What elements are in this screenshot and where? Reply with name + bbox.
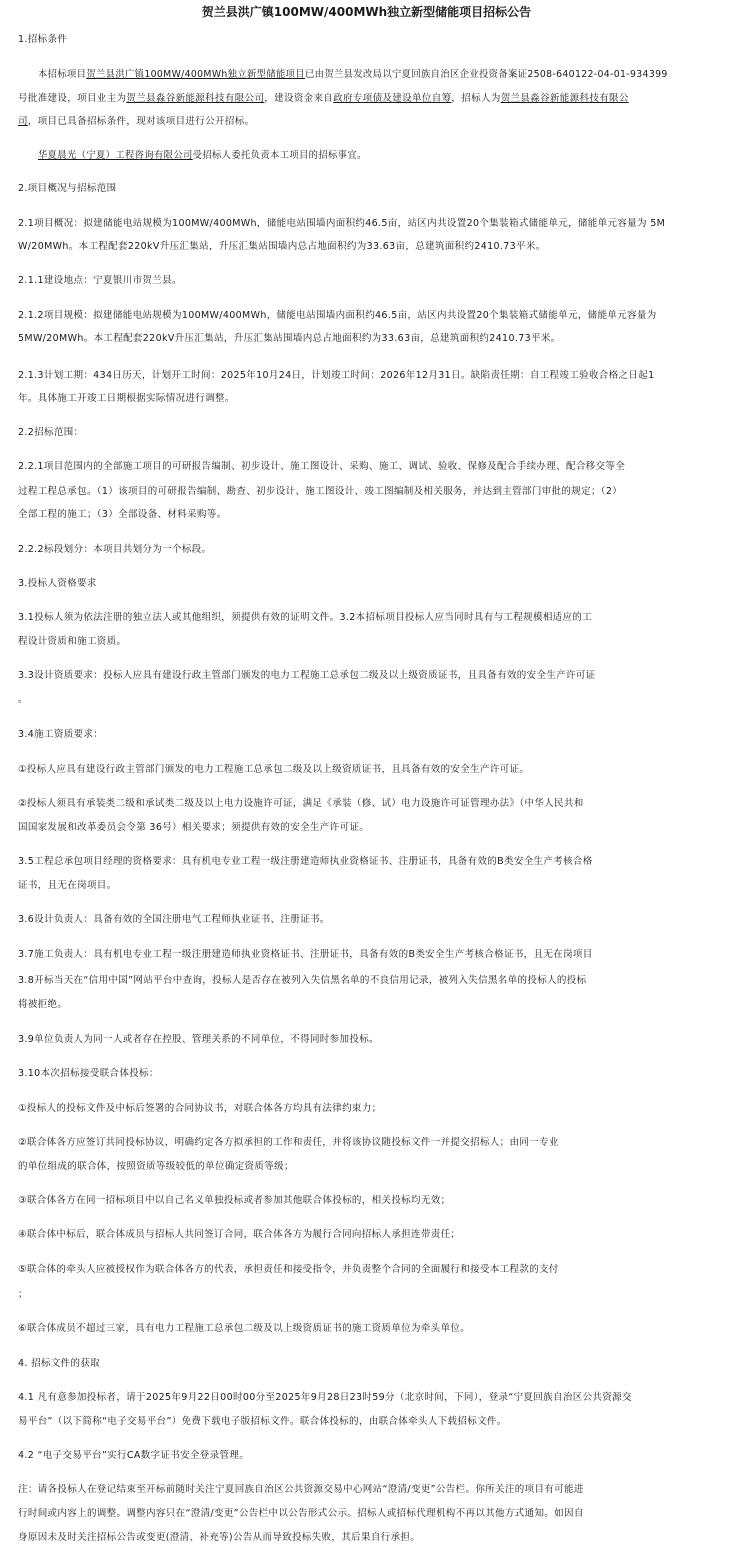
section-2-heading: 2.项目概况与招标范围 [18, 183, 117, 194]
list-item: ①投标人应具有建设行政主管部门颁发的电力工程施工总承包二级及以上级资质证书，且具备有效的安全生产许可证。 [18, 764, 530, 775]
text: ，项目已具备招标条件，现对该项目进行公开招标。 [27, 116, 255, 127]
paragraph-line: 2.1.3计划工期：434日历天，计划开工时间：2025年10月24日，计划竣工时间：2026年12月31日。缺陷责任期：自工程竣工验收合格之日起1 [18, 370, 655, 381]
list-item: ②联合体各方应签订共同投标协议，明确约定各方拟承担的工作和责任，并将该协议随投标文件一并提交招标人；由同一专业 [18, 1137, 559, 1148]
paragraph-line: 过程工程总承包。（1）该项目的可研报告编制、勘查、初步设计、施工图设计、竣工图编制及相关服务，并达到主管部门审批的规定；（2） [18, 486, 623, 497]
list-item: ③联合体各方在同一招标项目中以自己名义单独投标或者参加其他联合体投标的，相关投标均无效； [18, 1195, 451, 1206]
paragraph-line: 程设计资质和施工资质。 [18, 636, 127, 647]
paragraph-line: 。 [18, 694, 28, 705]
project-name: 贺兰县洪广镇100MW/400MWh独立新型储能项目 [86, 69, 305, 80]
paragraph-line: 3.8开标当天在“信用中国”网站平台中查询，投标人是否存在被列入失信黑名单的不良信用记录，被列入失信黑名单的投标人的投标 [18, 975, 587, 986]
note-line: 行时间或内容上的调整。调整内容只在“澄清/变更”公告栏中以公告形式公示。招标人或招标代理机构不再以其他方式通知。如因自 [18, 1508, 584, 1519]
paragraph-line: 全部工程的施工；（3）全部设备、材料采购等。 [18, 509, 227, 520]
section-4-heading: 4. 招标文件的获取 [18, 1358, 101, 1369]
text: ，建设资金来自 [264, 93, 334, 104]
list-item: ⑥联合体成员不超过三家，具有电力工程施工总承包二级及以上级资质证书的施工资质单位为牵头单位。 [18, 1323, 471, 1334]
note-line: 注：请各投标人在登记结束至开标前随时关注宁夏回族自治区公共资源交易中心网站“澄清/变更”公告栏。你所关注的项目有可能进 [18, 1484, 584, 1495]
text: 号批准建设，项目业主为 [18, 93, 127, 104]
paragraph-line [38, 69, 725, 81]
list-item: 的单位组成的联合体，按照资质等级较低的单位确定资质等级； [18, 1161, 294, 1172]
list-item: ④联合体中标后，联合体成员与招标人共同签订合同，联合体各方为履行合同向招标人承担连带责任； [18, 1229, 461, 1240]
paragraph-line: 3.4施工资质要求： [18, 729, 104, 740]
paragraph-line: 年。具体施工开竣工日期根据实际情况进行调整。 [18, 393, 235, 404]
paragraph-line: 4.1 凡有意参加投标者，请于2025年9月22日00时00分至2025年9月28日23时59分（北京时间，下同），登录“宁夏回族自治区公共资源交 [18, 1392, 632, 1403]
paragraph-line: 3.9单位负责人为同一人或者存在控股、管理关系的不同单位，不得同时参加投标。 [18, 1034, 379, 1045]
tenderer-name-end: 司 [18, 116, 28, 127]
paragraph-line: 3.1投标人须为依法注册的独立法人或其他组织，须提供有效的证明文件。3.2本招标项目投标人应当同时具有与工程规模相适应的工 [18, 612, 593, 623]
paragraph-line: 5MW/20MWh。本工程配套220kV升压汇集站，升压汇集站围墙内总占地面积约为33.63亩，总建筑面积约2410.73平米。 [18, 333, 561, 344]
text: 已由贺兰县发改局以宁夏回族自治区企业投资备案证2508-640122-04-01-934399 [304, 69, 668, 80]
paragraph-line: 3.7施工负责人：具有机电专业工程一级注册建造师执业资格证书、注册证书，具备有效的B类安全生产考核合格证书，且无在岗项目 [18, 949, 593, 960]
section-3-heading: 3.投标人资格要求 [18, 578, 97, 589]
text: ，招标人为 [451, 93, 501, 104]
list-item: 国国家发展和改革委员会令第 36号）相关要求；须提供有效的安全生产许可证。 [18, 822, 370, 833]
funding-source: 政府专项债及建设单位自筹 [333, 93, 452, 104]
paragraph-line: 4.2 “电子交易平台”实行CA数字证书安全登录管理。 [18, 1450, 250, 1461]
project-owner: 贺兰县淼谷新能源科技有限公司 [126, 93, 265, 104]
list-item: ①投标人的投标文件及中标后签署的合同协议书，对联合体各方均具有法律约束力； [18, 1103, 382, 1114]
paragraph-line: 2.2.1项目范围内的全部施工项目的可研报告编制、初步设计、施工图设计、采购、施工、调试、验收、保修及配合手续办理、配合移交等全 [18, 461, 626, 472]
paragraph-line [18, 93, 718, 105]
document-title: 贺兰县洪广镇100MW/400MWh独立新型储能项目招标公告 [201, 5, 532, 19]
paragraph-line: 3.6设计负责人：具备有效的全国注册电气工程师执业证书、注册证书。 [18, 914, 330, 925]
paragraph-line: 易平台”（以下简称“电子交易平台”）免费下载电子版招标文件。联合体投标的，由联合体牵头人下载招标文件。 [18, 1416, 507, 1427]
paragraph-line: 3.5工程总承包项目经理的资格要求：具有机电专业工程一级注册建造师执业资格证书、注册证书，具备有效的B类安全生产考核合格 [18, 856, 593, 867]
paragraph-line: 2.2.2标段划分：本项目共划分为一个标段。 [18, 544, 212, 555]
section-1-heading: 1.招标条件 [18, 34, 68, 45]
tenderer-name: 贺兰县淼谷新能源科技有限公 [500, 93, 629, 104]
note-line: 身原因未及时关注招标公告或变更(澄清、补充等)公告从而导致投标失败，其后果自行承担。 [18, 1532, 421, 1543]
paragraph-line: 将被拒绝。 [18, 999, 68, 1010]
list-item: ②投标人须具有承装类二级和承试类二级及以上电力设施许可证，满足《承装（修、试）电力设施许可证管理办法》（中华人民共和 [18, 798, 584, 809]
paragraph-line [38, 150, 725, 162]
list-item: ； [18, 1289, 28, 1300]
paragraph-line: 证书，且无在岗项目。 [18, 880, 117, 891]
text: 受招标人委托负责本工项目的招标事宜。 [192, 150, 367, 161]
text: 本招标项目 [38, 69, 87, 80]
paragraph-line: 3.3设计资质要求：投标人应具有建设行政主管部门颁发的电力工程施工总承包二级及以上级资质证书，且具备有效的安全生产许可证 [18, 670, 596, 681]
agency-name: 华夏晨光（宁夏）工程咨询有限公司 [38, 150, 193, 161]
paragraph-line: 2.1.1建设地点：宁夏银川市贺兰县。 [18, 275, 182, 286]
paragraph-line: 2.2招标范围： [18, 427, 84, 438]
paragraph-line: 3.10本次招标接受联合体投标： [18, 1068, 159, 1079]
paragraph-line: 2.1.2项目规模：拟建储能电站规模为100MW/400MWh，储能电站围墙内面积约46.5亩，站区内共设置20个集装箱式储能单元，储能单元容量为 [18, 310, 657, 321]
list-item: ⑤联合体的牵头人应被授权作为联合体各方的代表，承担责任和接受指令，并负责整个合同的全面履行和接受本工程款的支付 [18, 1264, 559, 1275]
paragraph-line: 2.1项目概况：拟建储能电站规模为100MW/400MWh，储能电站围墙内面积约46.5亩，站区内共设置20个集装箱式储能单元，储能单元容量为 5M [18, 218, 666, 229]
paragraph-line [18, 116, 718, 128]
paragraph-line: W/20MWh。本工程配套220kV升压汇集站，升压汇集站围墙内总占地面积约为33.63亩，总建筑面积约2410.73平米。 [18, 241, 546, 252]
